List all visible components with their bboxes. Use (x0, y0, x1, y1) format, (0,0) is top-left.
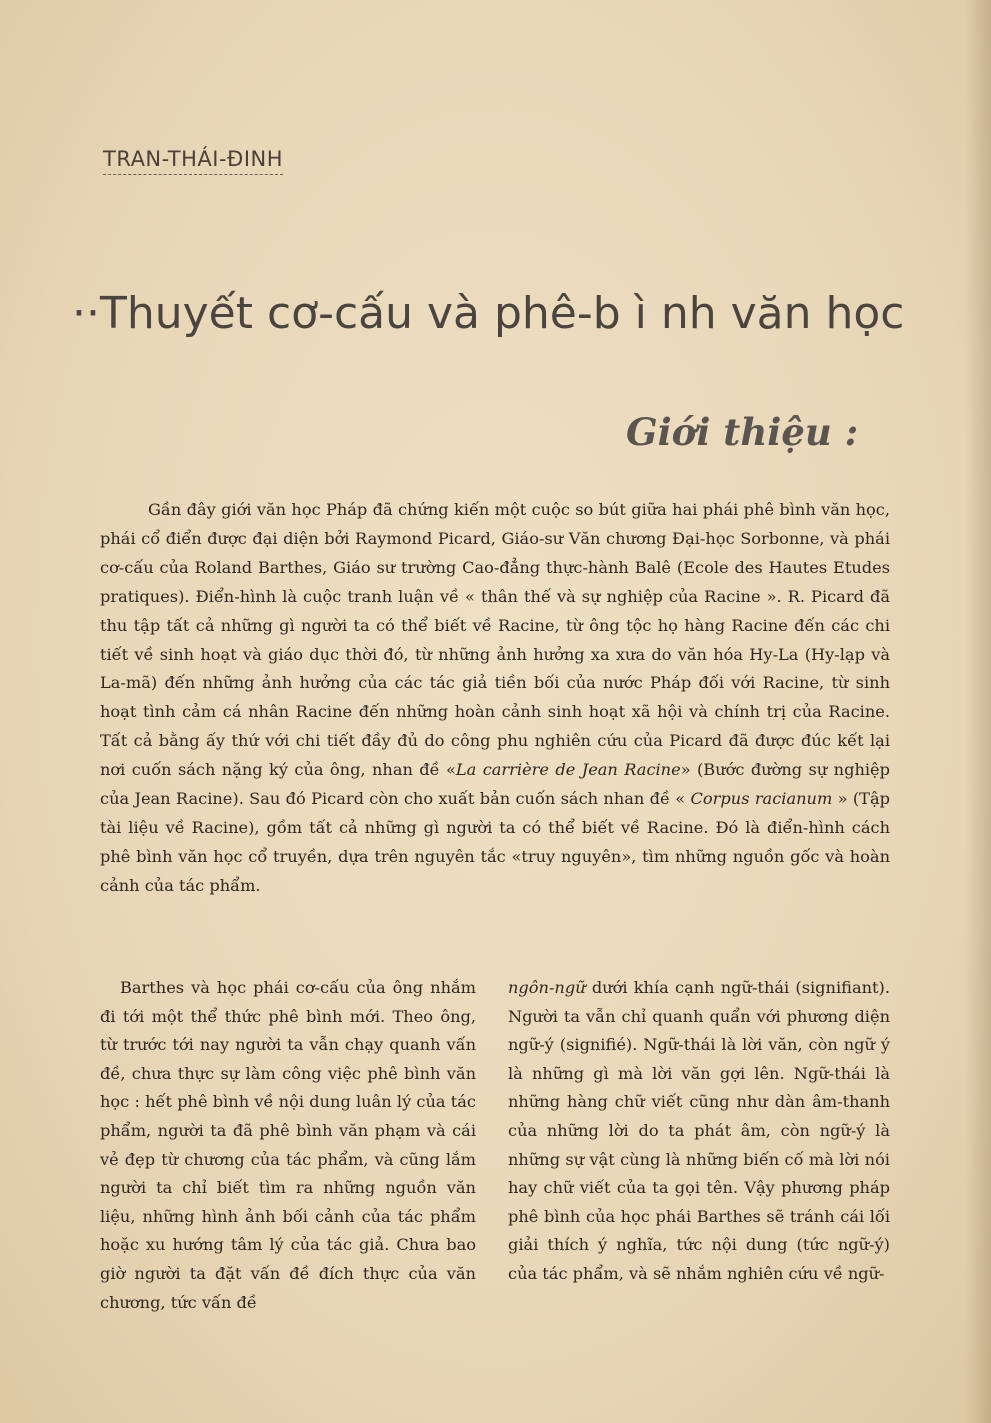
left-column-text: Barthes và học phái cơ-cấu của ông nhắm đi tới một thể thức phê bình mới. Theo ông, từ trước tới nay người ta vẫn chạy quanh vấn đề, chưa thực sự làm công việc phê bình văn học : hết phê bình về nội dung luân lý của tác phẩm, người ta đã phê bình văn phạm và cái vẻ đẹp từ chương của tác phẩm, và cũng lắm người ta chỉ biết tìm ra những nguồn văn liệu, những hình ảnh bối cảnh của tác phẩm hoặc xu hướng tâm lý của tác giả. Chưa bao giờ người ta đặt vấn đề đích thực của văn chương, tức vấn đề (100, 978, 476, 1312)
right-column-lead-word: ngôn-ngữ (508, 978, 586, 997)
article-title: ··Thuyết cơ-cấu và phê-b ì nh văn học (72, 288, 905, 339)
intro-paragraph (100, 496, 890, 901)
section-heading: Giới thiệu : (626, 410, 859, 454)
page-edge-shadow (965, 0, 991, 1423)
left-column (100, 974, 476, 1317)
right-column (508, 974, 890, 1289)
book-title-carriere: La carrière de Jean Racine (455, 760, 681, 780)
author-name: TRAN-THÁI-ĐINH (103, 147, 283, 175)
intro-text-part-2: » (Bước đường sự nghiệp của Jean Racine). Sau đó Picard còn cho xuất bản cuốn sách nhan đề « (100, 760, 890, 809)
intro-text-part-3: » (Tập tài liệu về Racine), gồm tất cả những gì người ta có thể biết về Racine. Đó là điển-hình cách phê bình văn học cổ truyền, dựa trên nguyên tắc «truy nguyên», tìm những nguồn gốc và hoàn cảnh của tác phẩm. (100, 789, 890, 895)
right-column-text: dưới khía cạnh ngữ-thái (signifiant). Người ta vẫn chỉ quanh quẩn với phương diện ngữ-ý (signifié). Ngữ-thái là lời văn, còn ngữ ý là những gì mà lời văn gợi lên. Ngữ-thái là những hàng chữ viết cũng như dàn âm-thanh của những lời do ta phát âm, còn ngữ-ý là những sự vật cùng là những biến cố mà lời nói hay chữ viết của ta gọi tên. Vậy phương pháp phê bình của học phái Barthes sẽ tránh cái lối giải thích ý nghĩa, tức nội dung (tức ngữ-ý) của tác phẩm, và sẽ nhắm nghiên cứu về ngữ- (508, 978, 890, 1283)
intro-text-part-1: Gần đây giới văn học Pháp đã chứng kiến một cuộc so bút giữa hai phái phê bình văn học, phái cổ điển được đại diện bởi Raymond Picard, Giáo-sư Văn chương Đại-học Sorbonne, và phái cơ-cấu của Roland Barthes, Giáo sư trường Cao-đẳng thực-hành Balê (Ecole des Hautes Etudes pratiques). Điển-hình là cuộc tranh luận về « thân thế và sự nghiệp của Racine ». R. Picard đã thu tập tất cả những gì người ta có thể biết về Racine, từ ông tộc họ hàng Racine đến các chi tiết về sinh hoạt và giáo dục thời đó, từ những ảnh hưởng xa xưa do văn hóa Hy-La (Hy-lạp và La-mã) đến những ảnh hưởng của các tác giả tiền bối của nước Pháp đối với Racine, từ sinh hoạt tình cảm cá nhân Racine đến những hoàn cảnh sinh hoạt xã hội và chính trị của Racine. Tất cả bằng ấy thứ với chi tiết đầy đủ do công phu nghiên cứu của Picard đã được đúc kết lại nơi cuốn sách nặng ký của ông, nhan đề « (100, 500, 890, 780)
book-title-corpus: Corpus racianum (690, 789, 833, 809)
